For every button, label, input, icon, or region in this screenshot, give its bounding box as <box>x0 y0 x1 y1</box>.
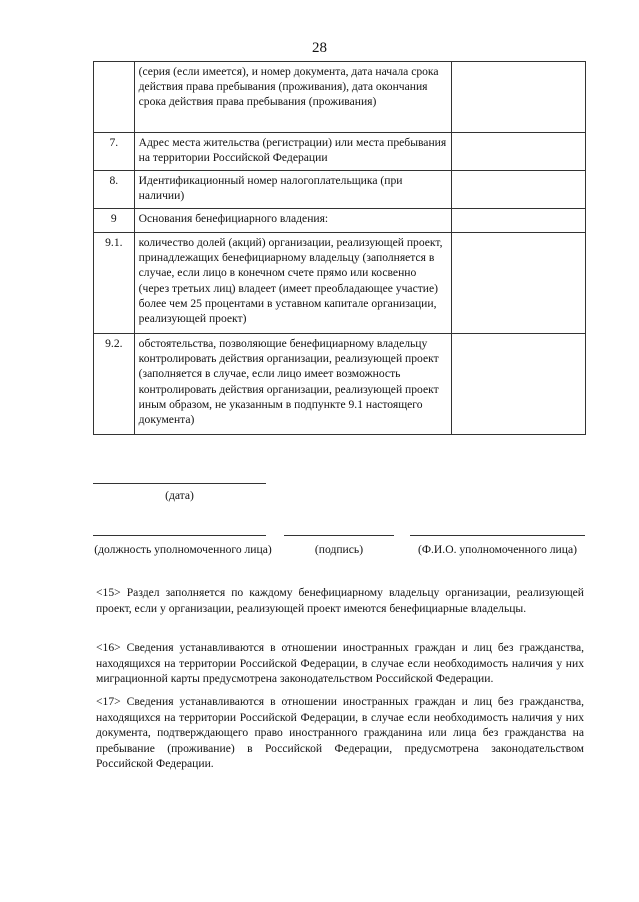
table-row <box>94 233 586 334</box>
row-number: 9 <box>94 209 135 233</box>
table-row <box>94 334 586 435</box>
page-number: 28 <box>312 40 327 56</box>
footnote-17: <17> Сведения устанавливаются в отношении иностранных граждан и лиц без гражданства, находящихся на территории Российской Федерации, в случае если необходимость наличия у них документа, подтверждающего право иностранного гражданина или лица без гражданства на пребывание (проживание) в Российской Федерации, предусмотрена законодательством Российской Федерации. <box>96 695 584 771</box>
row-number: 9.2. <box>94 334 135 435</box>
row-value-cell <box>451 233 585 334</box>
footnote-15: <15> Раздел заполняется по каждому бенефициарному владельцу организации, реализующей проект, если у организации, реализующей проект имеются бенефициарные владельцы. <box>96 586 584 615</box>
row-value-cell <box>451 171 585 209</box>
signature-label: (подпись) <box>314 543 364 556</box>
date-label: (дата) <box>165 489 194 502</box>
table-row <box>94 62 586 133</box>
row-description: обстоятельства, позволяющие бенефициарному владельцу контролировать действия организации, реализующей проект (заполняется в случае, если лицо имеет возможность контролировать действия организации, реализующей проект иным образом, не указанным в подпункте 9.1 настоящего документа) <box>134 334 451 435</box>
row-description: Основания бенефициарного владения: <box>134 209 451 233</box>
row-description: количество долей (акций) организации, реализующей проект, принадлежащих бенефициарному владельцу (заполняется в случае, если лицо в конечном счете прямо или косвенно (через третьих лиц) владеет (имеет преобладающее участие) более чем 25 процентами в уставном капитале организации, реализующей проект) <box>134 233 451 334</box>
row-value-cell <box>451 209 585 233</box>
row-value-cell <box>451 133 585 171</box>
row-description: Идентификационный номер налогоплательщика (при наличии) <box>134 171 451 209</box>
position-label: (должность уполномоченного лица) <box>94 543 272 556</box>
row-number: 8. <box>94 171 135 209</box>
row-number: 7. <box>94 133 135 171</box>
row-description: Адрес места жительства (регистрации) или места пребывания на территории Российской Федерации <box>134 133 451 171</box>
row-number <box>94 62 135 133</box>
table-row <box>94 133 586 171</box>
table-row <box>94 171 586 209</box>
date-signature-line <box>93 483 266 484</box>
beneficiary-info-table <box>93 61 586 435</box>
row-value-cell <box>451 334 585 435</box>
row-description: (серия (если имеется), и номер документа, дата начала срока действия права пребывания (проживания), дата окончания срока действия права пребывания (проживания) <box>134 62 451 133</box>
table-row <box>94 209 586 233</box>
name-signature-line <box>410 535 585 536</box>
position-signature-line <box>93 535 266 536</box>
row-number: 9.1. <box>94 233 135 334</box>
footnote-16: <16> Сведения устанавливаются в отношении иностранных граждан и лиц без гражданства, находящихся на территории Российской Федерации, в случае если необходимость наличия у них миграционной карты предусмотрена законодательством Российской Федерации. <box>96 641 584 686</box>
name-label: (Ф.И.О. уполномоченного лица) <box>418 543 577 556</box>
row-value-cell <box>451 62 585 133</box>
signature-line <box>284 535 394 536</box>
